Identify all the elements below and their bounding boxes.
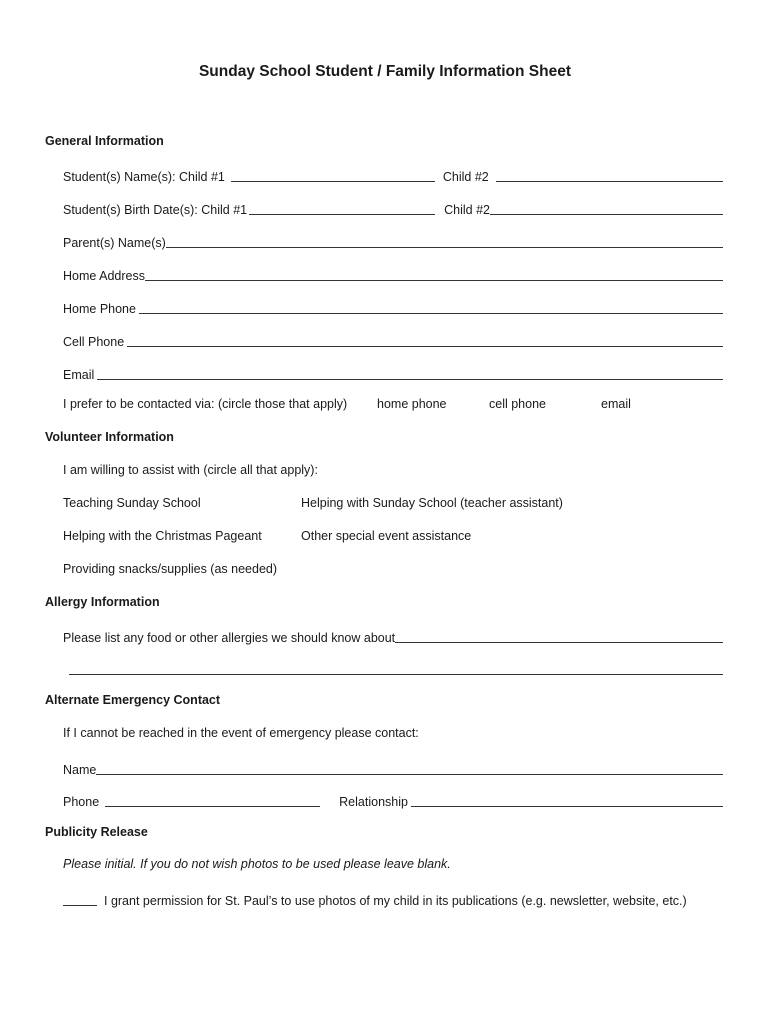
publicity-permission-text: I grant permission for St. Paul’s to use photos of my child in its publications (e.g. newsletter, website, etc.) <box>104 894 687 908</box>
address-label: Home Address <box>63 269 145 283</box>
volunteer-option-special-events[interactable]: Other special event assistance <box>301 529 472 543</box>
email-row <box>63 364 723 382</box>
volunteer-option-teacher-assistant[interactable]: Helping with Sunday School (teacher assistant) <box>301 496 563 510</box>
home-phone-field[interactable] <box>139 299 723 314</box>
home-phone-row <box>63 298 723 316</box>
publicity-instruction: Please initial. If you do not wish photos to be used please leave blank. <box>63 857 451 871</box>
student-names-row <box>63 166 723 184</box>
address-row <box>63 265 723 283</box>
publicity-release-heading: Publicity Release <box>45 825 148 839</box>
parents-field[interactable] <box>166 233 723 248</box>
child2-birth-field[interactable] <box>490 200 723 215</box>
volunteer-option-christmas-pageant[interactable]: Helping with the Christmas Pageant <box>63 529 262 543</box>
cell-phone-row <box>63 331 723 349</box>
contact-option-email[interactable]: email <box>601 397 631 411</box>
emergency-phone-field[interactable] <box>105 792 320 807</box>
contact-option-home-phone[interactable]: home phone <box>377 397 447 411</box>
home-phone-label: Home Phone <box>63 302 136 316</box>
emergency-name-field[interactable] <box>96 760 723 775</box>
volunteer-intro: I am willing to assist with (circle all that apply): <box>63 463 318 477</box>
allergy-field-continued[interactable] <box>69 660 723 675</box>
volunteer-option-snacks[interactable]: Providing snacks/supplies (as needed) <box>63 562 278 576</box>
allergy-row <box>63 627 723 645</box>
emergency-name-label: Name <box>63 763 97 777</box>
child2-birth-label: Child #2 <box>444 203 490 217</box>
relationship-label: Relationship <box>339 795 408 809</box>
child1-birth-field[interactable] <box>249 200 435 215</box>
allergy-prompt: Please list any food or other allergies we should know about <box>63 631 396 645</box>
contact-pref-label: I prefer to be contacted via: (circle those that apply) <box>63 397 348 411</box>
child2-name-label: Child #2 <box>442 170 489 184</box>
cell-phone-label: Cell Phone <box>63 335 125 349</box>
volunteer-option-teaching[interactable]: Teaching Sunday School <box>63 496 201 510</box>
emergency-phone-row <box>63 791 723 809</box>
initials-field[interactable] <box>63 891 97 906</box>
emergency-phone-label: Phone <box>63 795 100 809</box>
relationship-field[interactable] <box>411 792 723 807</box>
parents-row <box>63 232 723 250</box>
child2-name-field[interactable] <box>496 167 723 182</box>
birth-dates-row <box>63 199 723 217</box>
child1-name-field[interactable] <box>231 167 435 182</box>
student-names-label: Student(s) Name(s): Child #1 <box>63 170 225 184</box>
contact-option-cell-phone[interactable]: cell phone <box>489 397 546 411</box>
address-field[interactable] <box>145 266 723 281</box>
allergy-info-heading: Allergy Information <box>45 595 160 609</box>
emergency-intro: If I cannot be reached in the event of emergency please contact: <box>63 726 419 740</box>
birth-dates-label: Student(s) Birth Date(s): Child #1 <box>63 203 248 217</box>
cell-phone-field[interactable] <box>127 332 723 347</box>
email-field[interactable] <box>97 365 723 380</box>
publicity-permission-row <box>63 890 723 908</box>
emergency-name-row <box>63 759 723 777</box>
parents-label: Parent(s) Name(s) <box>63 236 166 250</box>
emergency-contact-heading: Alternate Emergency Contact <box>45 693 221 707</box>
email-label: Email <box>63 368 95 382</box>
page-title: Sunday School Student / Family Information Sheet <box>198 63 572 80</box>
allergy-field[interactable] <box>395 628 723 643</box>
volunteer-info-heading: Volunteer Information <box>45 430 174 444</box>
general-info-heading: General Information <box>45 134 164 148</box>
